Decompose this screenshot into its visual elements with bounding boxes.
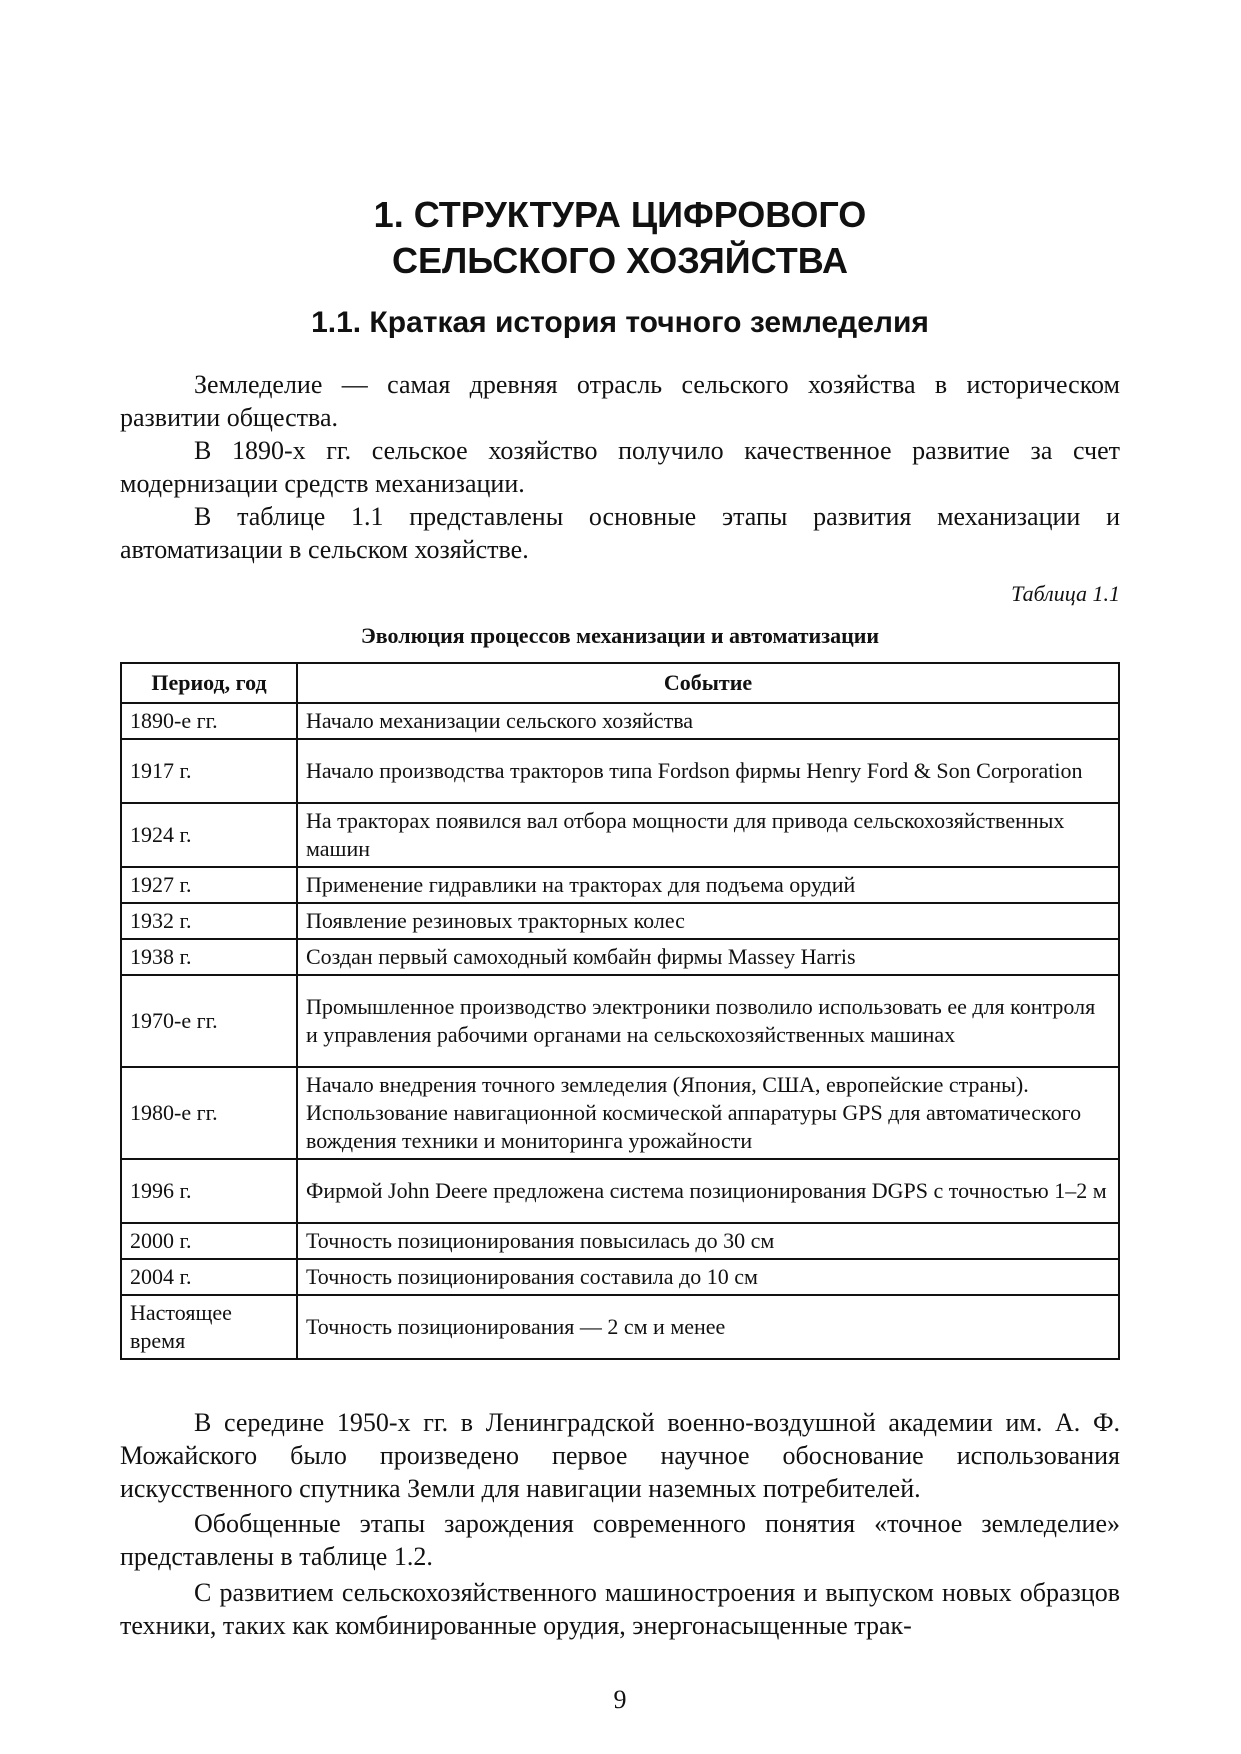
evolution-table xyxy=(120,662,1120,1360)
event-cell: Появление резиновых тракторных колес xyxy=(297,903,1119,939)
period-cell: 1996 г. xyxy=(121,1159,297,1223)
event-cell: На тракторах появился вал отбора мощности для привода сельскохозяйственных машин xyxy=(297,803,1119,867)
event-cell: Начало механизации сельского хозяйства xyxy=(297,703,1119,739)
page-number: 9 xyxy=(613,1685,627,1714)
table-row xyxy=(121,803,1119,867)
paragraph xyxy=(120,1406,1120,1505)
period-cell: 2000 г. xyxy=(121,1223,297,1259)
chapter-title-line2: СЕЛЬСКОГО ХОЗЯЙСТВА xyxy=(392,240,848,281)
table-header-row xyxy=(121,663,1119,703)
chapter-title xyxy=(120,192,1120,284)
event-cell: Создан первый самоходный комбайн фирмы Massey Harris xyxy=(297,939,1119,975)
paragraph xyxy=(120,1507,1120,1573)
period-cell: 1924 г. xyxy=(121,803,297,867)
event-cell: Начало производства тракторов типа Fordson фирмы Henry Ford & Son Corporation xyxy=(297,739,1119,803)
paragraph-text: Обобщенные этапы зарождения современного понятия «точное земледелие» представлены в таблице 1.2. xyxy=(120,1509,1120,1571)
paragraph-text: В 1890-х гг. сельское хозяйство получило качественное развитие за счет модернизации средств механизации. xyxy=(120,436,1120,498)
paragraph-text: В таблице 1.1 представлены основные этапы развития механизации и автоматизации в сельском хозяйстве. xyxy=(120,502,1120,564)
paragraph-text: В середине 1950-х гг. в Ленинградской военно-воздушной академии им. А. Ф. Можайского было произведено первое научное обоснование использования искусственного спутника Земли для навигации наземных потребителей. xyxy=(120,1408,1120,1503)
column-header-period: Период, год xyxy=(121,663,297,703)
event-cell: Фирмой John Deere предложена система позиционирования DGPS с точностью 1–2 м xyxy=(297,1159,1119,1223)
table-row xyxy=(121,1295,1119,1359)
table-row xyxy=(121,867,1119,903)
paragraph xyxy=(120,500,1120,566)
period-cell: 1980-е гг. xyxy=(121,1067,297,1159)
period-cell: Настоящее время xyxy=(121,1295,297,1359)
period-cell: 1917 г. xyxy=(121,739,297,803)
event-cell: Применение гидравлики на тракторах для подъема орудий xyxy=(297,867,1119,903)
table-row xyxy=(121,1067,1119,1159)
event-cell: Точность позиционирования составила до 10 см xyxy=(297,1259,1119,1295)
period-cell: 1890-е гг. xyxy=(121,703,297,739)
event-cell: Точность позиционирования повысилась до 30 см xyxy=(297,1223,1119,1259)
paragraph-text: С развитием сельскохозяйственного машиностроения и выпуском новых образцов техники, таких как комбинированные орудия, энергонасыщенные трак- xyxy=(120,1578,1120,1640)
paragraph xyxy=(120,434,1120,500)
table-row xyxy=(121,1259,1119,1295)
table-row xyxy=(121,739,1119,803)
table-row xyxy=(121,1159,1119,1223)
table-row xyxy=(121,903,1119,939)
paragraph xyxy=(120,368,1120,434)
table-row xyxy=(121,975,1119,1067)
event-cell: Промышленное производство электроники позволило использовать ее для контроля и управления рабочими органами на сельскохозяйственных машинах xyxy=(297,975,1119,1067)
table-row xyxy=(121,939,1119,975)
period-cell: 1970-е гг. xyxy=(121,975,297,1067)
table-row xyxy=(121,703,1119,739)
paragraph xyxy=(120,1576,1120,1642)
chapter-title-line1: 1. СТРУКТУРА ЦИФРОВОГО xyxy=(373,194,867,235)
period-cell: 1932 г. xyxy=(121,903,297,939)
table-label: Таблица 1.1 xyxy=(1011,581,1120,606)
period-cell: 1938 г. xyxy=(121,939,297,975)
event-cell: Точность позиционирования — 2 см и менее xyxy=(297,1295,1119,1359)
paragraph-text: Земледелие — самая древняя отрасль сельского хозяйства в историческом развитии общества. xyxy=(120,370,1120,432)
column-header-event: Событие xyxy=(297,663,1119,703)
table-row xyxy=(121,1223,1119,1259)
table-title: Эволюция процессов механизации и автоматизации xyxy=(360,623,880,648)
event-cell: Начало внедрения точного земледелия (Япония, США, европейские страны). Использование навигационной космической аппаратуры GPS для автоматического вождения техники и мониторинга урожайности xyxy=(297,1067,1119,1159)
period-cell: 1927 г. xyxy=(121,867,297,903)
period-cell: 2004 г. xyxy=(121,1259,297,1295)
section-title: 1.1. Краткая история точного земледелия xyxy=(311,306,929,339)
